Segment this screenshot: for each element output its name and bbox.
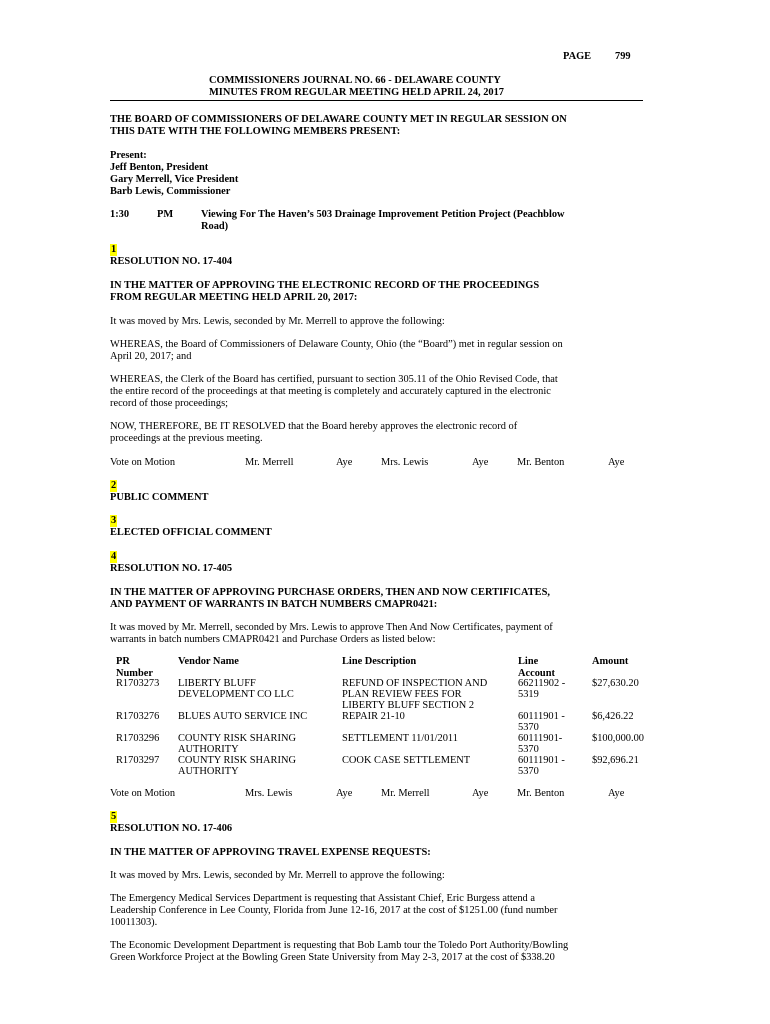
present-label: Present: [110,150,147,161]
matter-line-1: IN THE MATTER OF APPROVING PURCHASE ORDERS, THEN AND NOW CERTIFICATES, [110,587,550,598]
row-1-desc-2: PLAN REVIEW FEES FOR [342,689,462,700]
row-3-pr: R1703296 [116,733,160,744]
page-label: PAGE [563,51,592,62]
minutes-title: MINUTES FROM REGULAR MEETING HELD APRIL 24, 2017 [209,87,505,98]
row-4-acct-1: 60111901 - [518,755,565,766]
item-number-1 [110,244,117,256]
vote-row-1 [0,457,770,469]
vote-value-2: Aye [472,457,489,468]
col-header-line: Line [518,656,539,667]
matter-line-2: AND PAYMENT OF WARRANTS IN BATCH NUMBERS CMAPR0421: [110,599,438,610]
moved-text-line-2: warrants in batch numbers CMAPR0421 and Purchase Orders as listed below: [110,634,436,645]
whereas-1-line-2: April 20, 2017; and [110,351,192,362]
schedule-ampm: PM [157,209,174,220]
resolved-line-2: proceedings at the previous meeting. [110,433,263,444]
item-number-5-text: 5 [111,811,117,822]
row-4-desc-1: COOK CASE SETTLEMENT [342,755,471,766]
whereas-2-line-2: the entire record of the proceedings at that meeting is completely and accurately captured in the electronic [110,386,551,397]
ems-request-line-1: The Emergency Medical Services Department is requesting that Assistant Chief, Eric Burgess attend a [110,893,535,904]
page-number: 799 [615,51,631,62]
intro-line-1: THE BOARD OF COMMISSIONERS OF DELAWARE COUNTY MET IN REGULAR SESSION ON [110,114,567,125]
item-number-5 [110,811,117,823]
schedule-description: Viewing For The Haven’s 503 Drainage Improvement Petition Project (Peachblow [201,209,565,220]
row-3-acct-1: 60111901- [518,733,563,744]
vote-label: Vote on Motion [110,457,176,468]
resolution-17-404: RESOLUTION NO. 17-404 [110,256,233,267]
public-comment-title: PUBLIC COMMENT [110,492,209,503]
row-1-vendor-1: LIBERTY BLUFF [178,678,256,689]
vote-member-2: Mr. Merrell [381,788,430,799]
member-vice-president: Gary Merrell, Vice President [110,174,239,185]
schedule-description-cont: Road) [201,221,229,232]
vote-value-3: Aye [608,788,625,799]
vote-value-3: Aye [608,457,625,468]
item-number-3 [110,515,117,527]
matter-line: IN THE MATTER OF APPROVING TRAVEL EXPENSE REQUESTS: [110,847,431,858]
member-commissioner: Barb Lewis, Commissioner [110,186,231,197]
whereas-2-line-1: WHEREAS, the Clerk of the Board has certified, pursuant to section 305.11 of the Ohio Revised Code, that [110,374,558,385]
elected-official-comment-title: ELECTED OFFICIAL COMMENT [110,527,272,538]
whereas-2-line-3: record of those proceedings; [110,398,229,409]
vote-member-3: Mr. Benton [517,788,565,799]
schedule-time: 1:30 [110,209,130,220]
row-2-pr: R1703276 [116,711,160,722]
matter-line-2: FROM REGULAR MEETING HELD APRIL 20, 2017: [110,292,358,303]
row-1-desc-3: LIBERTY BLUFF SECTION 2 [342,700,475,711]
item-number-1-text: 1 [111,244,117,255]
row-1-amount: $27,630.20 [592,678,639,689]
row-4-vendor-1: COUNTY RISK SHARING [178,755,296,766]
col-header-pr: PR [116,656,130,667]
row-1-pr: R1703273 [116,678,160,689]
econ-request-line-1: The Economic Development Department is requesting that Bob Lamb tour the Toledo Port Authority/Bowling [110,940,569,951]
row-3-vendor-2: AUTHORITY [178,744,239,755]
item-number-2 [110,480,117,492]
resolution-17-406: RESOLUTION NO. 17-406 [110,823,233,834]
row-4-acct-2: 5370 [518,766,539,777]
item-number-4-text: 4 [111,551,117,562]
col-header-description: Line Description [342,656,417,667]
row-3-desc-1: SETTLEMENT 11/01/2011 [342,733,458,744]
ems-request-line-3: 10011303). [110,917,158,928]
vote-member-1: Mrs. Lewis [245,788,293,799]
col-header-vendor: Vendor Name [178,656,239,667]
col-header-pr-number: Number [116,668,153,679]
row-3-vendor-1: COUNTY RISK SHARING [178,733,296,744]
row-2-acct-2: 5370 [518,722,539,733]
item-number-4 [110,551,117,563]
intro-line-2: THIS DATE WITH THE FOLLOWING MEMBERS PRESENT: [110,126,401,137]
col-header-account: Account [518,668,555,679]
row-2-amount: $6,426.22 [592,711,634,722]
row-1-acct-2: 5319 [518,689,539,700]
vote-member-1: Mr. Merrell [245,457,294,468]
whereas-1-line-1: WHEREAS, the Board of Commissioners of Delaware County, Ohio (the “Board”) met in regular session on [110,339,563,350]
ems-request-line-2: Leadership Conference in Lee County, Florida from June 12-16, 2017 at the cost of $1251.00 (fund number [110,905,558,916]
purchase-orders-table [0,656,770,778]
econ-request-line-2: Green Workforce Project at the Bowling Green State University from May 2-3, 2017 at the cost of $338.20 [110,952,555,963]
row-1-acct-1: 66211902 - [518,678,566,689]
row-3-amount: $100,000.00 [592,733,644,744]
item-number-3-text: 3 [111,515,117,526]
row-2-vendor-1: BLUES AUTO SERVICE INC [178,711,308,722]
row-4-pr: R1703297 [116,755,160,766]
row-3-acct-2: 5370 [518,744,539,755]
vote-value-1: Aye [336,788,353,799]
col-header-amount: Amount [592,656,629,667]
row-1-vendor-2: DEVELOPMENT CO LLC [178,689,294,700]
vote-row-2 [0,788,770,800]
row-4-amount: $92,696.21 [592,755,639,766]
resolution-17-405: RESOLUTION NO. 17-405 [110,563,233,574]
moved-text: It was moved by Mrs. Lewis, seconded by Mr. Merrell to approve the following: [110,870,445,881]
journal-title: COMMISSIONERS JOURNAL NO. 66 - DELAWARE COUNTY [209,75,501,86]
vote-member-2: Mrs. Lewis [381,457,429,468]
vote-value-1: Aye [336,457,353,468]
vote-value-2: Aye [472,788,489,799]
member-president: Jeff Benton, President [110,162,209,173]
row-1-desc-1: REFUND OF INSPECTION AND [342,678,488,689]
item-number-2-text: 2 [111,480,117,491]
resolved-line-1: NOW, THEREFORE, BE IT RESOLVED that the Board hereby approves the electronic record of [110,421,518,432]
moved-text: It was moved by Mrs. Lewis, seconded by Mr. Merrell to approve the following: [110,316,445,327]
header-rule [110,100,643,101]
row-2-desc-1: REPAIR 21-10 [342,711,405,722]
vote-member-3: Mr. Benton [517,457,565,468]
matter-line-1: IN THE MATTER OF APPROVING THE ELECTRONIC RECORD OF THE PROCEEDINGS [110,280,540,291]
row-2-acct-1: 60111901 - [518,711,565,722]
moved-text-line-1: It was moved by Mr. Merrell, seconded by Mrs. Lewis to approve Then And Now Certificates, payment of [110,622,553,633]
row-4-vendor-2: AUTHORITY [178,766,239,777]
vote-label: Vote on Motion [110,788,176,799]
